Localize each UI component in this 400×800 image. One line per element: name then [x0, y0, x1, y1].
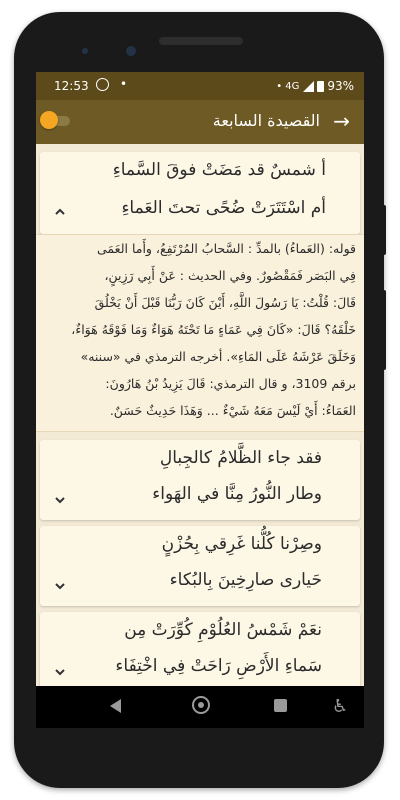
verse-line-1: أ شمسٌ قد مَضَتْ فوقَ السَّماءِ: [112, 160, 326, 180]
night-mode-toggle[interactable]: [40, 113, 70, 127]
verse-line-1: فقد جاء الظَّلامُ كالجِبالِ: [159, 448, 322, 468]
toggle-knob: [40, 111, 58, 129]
nav-back-icon[interactable]: [110, 699, 121, 713]
back-arrow-icon[interactable]: →: [333, 109, 350, 133]
verse-line-1: وصِرْنا كُلُّنا غَرِقي بِحُزْنٍ: [161, 534, 322, 554]
verse-line-2: أم اسْتَتَرَتْ ضُحًى تحتَ العَماءِ: [121, 198, 326, 218]
verse-card-3[interactable]: [40, 526, 360, 606]
nav-recents-icon[interactable]: [274, 699, 287, 712]
explanation-line-2: فِي البَصَر فَمَقْصُورٌ. وفي الحديث : عَنْ أَبِي رَزِينٍ،: [104, 268, 356, 283]
verse-card-2[interactable]: [40, 440, 360, 520]
chevron-down-icon[interactable]: [54, 666, 66, 678]
explanation-line-3: قَالَ: قُلْتُ: يَا رَسُولَ اللَّهِ، أَيْنَ كَانَ رَبُّنَا قَبْلَ أَنْ يَخْلُقَ: [94, 295, 356, 310]
explanation-line-1: قوله: (العَماءُ) بالمدِّ : السَّحابُ المُرْتَفِعُ، وأَما العَمَى: [97, 241, 356, 256]
content-list: [36, 144, 364, 686]
page-title: القصيدة السابعة: [212, 111, 320, 130]
verse-line-1: نعَمْ شَمْسُ العُلُوْمِ كُوِّرَتْ مِن: [124, 620, 322, 640]
chevron-down-icon[interactable]: [54, 580, 66, 592]
battery-percent: 93%: [327, 79, 354, 93]
nav-home-icon[interactable]: [192, 696, 210, 714]
signal-icon: [302, 81, 314, 92]
verse-line-2: حَيارى صارِخِينَ بِالبُكاء: [169, 570, 322, 590]
explanation-line-6: برقم 3109، و قال الترمذي: قَالَ يَزِيدُ بْنُ هَارُونَ:: [105, 376, 356, 391]
volume-button: [382, 290, 386, 370]
chevron-up-icon[interactable]: [54, 206, 66, 218]
explanation-line-5: وَخَلَقَ عَرْشَهُ عَلَى المَاءِ». أخرجه الترمذي في «سننه»: [80, 349, 356, 364]
chevron-down-icon[interactable]: [54, 494, 66, 506]
dot-icon: •: [276, 80, 283, 92]
verse-card-4[interactable]: [40, 612, 360, 686]
status-right: [276, 79, 354, 93]
verse-line-2: وطار النُّورُ مِنَّا في الهَواء: [152, 484, 322, 504]
verse-explanation: [36, 234, 364, 432]
app-bar: [36, 100, 364, 144]
explanation-line-4: خَلْقَهُ؟ قَالَ: «كَانَ فِي عَمَاءٍ مَا تَحْتَهُ هَوَاءٌ وَمَا فَوْقَهُ هَوَاءٌ،: [71, 322, 356, 337]
accessibility-icon[interactable]: ♿: [332, 696, 349, 717]
verse-line-2: سَماءِ الأَرْضِ رَاحَتْ فِي اخْتِفَاء: [115, 656, 322, 676]
status-bar: [36, 72, 364, 100]
verse-card-1[interactable]: [40, 152, 360, 234]
explanation-line-7: العَمَاءُ: أَيْ لَيْسَ مَعَهُ شَيْءٌ ... وَهَذَا حَدِيثٌ حَسَنٌ.: [109, 403, 356, 418]
screen: [36, 72, 364, 686]
sensor: [82, 48, 88, 54]
power-button: [382, 205, 386, 255]
whatsapp-icon: [96, 78, 109, 91]
earpiece-speaker: [159, 37, 243, 45]
status-time: 12:53: [54, 79, 89, 93]
notification-dot-icon: •: [120, 77, 128, 91]
front-camera: [126, 46, 136, 56]
network-type: 4G: [285, 80, 300, 92]
system-nav-bar: [36, 686, 364, 728]
battery-icon: [317, 81, 324, 92]
